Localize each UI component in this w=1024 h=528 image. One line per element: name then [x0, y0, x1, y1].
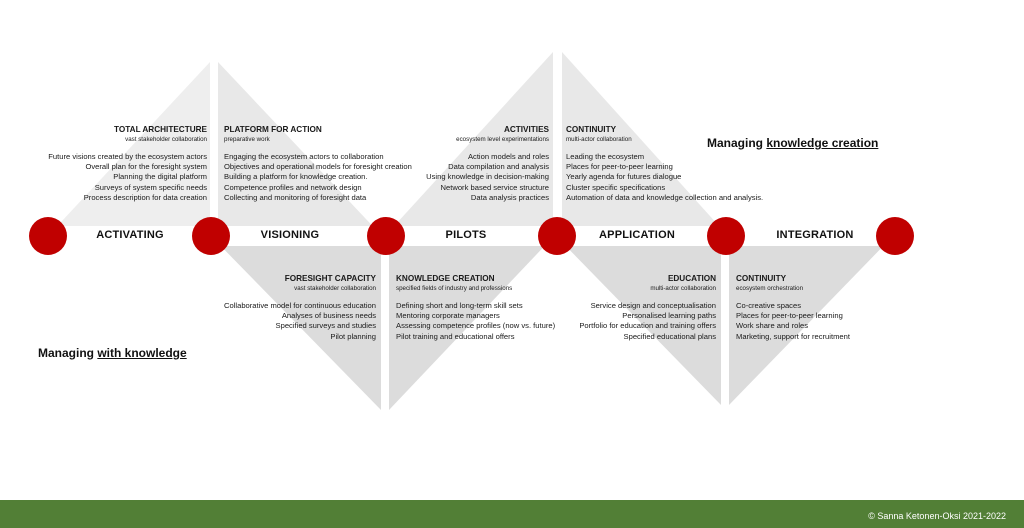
- block-item: Places for peer-to-peer learning: [566, 162, 673, 172]
- stage-label-integration: INTEGRATION: [776, 229, 854, 241]
- block-subtitle: multi-actor collaboration: [566, 136, 632, 143]
- block-item: Future visions created by the ecosystem actors: [48, 152, 207, 161]
- block-item: Portfolio for education and training offers: [579, 321, 716, 331]
- heading-prefix: Managing: [38, 346, 98, 360]
- stage-label-application: APPLICATION: [599, 229, 675, 241]
- block-item: Cluster specific specifications: [566, 182, 666, 192]
- block-item: Data compilation and analysis: [448, 162, 549, 172]
- block-knowledge-creation: [396, 273, 555, 342]
- heading-managing-knowledge-creation: [707, 136, 878, 150]
- stage-label-visioning: VISIONING: [260, 229, 320, 241]
- block-item: Yearly agenda for futures dialogue: [566, 172, 682, 182]
- block-item: Specified educational plans: [623, 331, 716, 341]
- block-subtitle: vast stakeholder collaboration: [294, 285, 376, 292]
- block-item: Pilot planning: [330, 331, 376, 341]
- block-item: Network based service structure: [440, 182, 549, 192]
- block-item: Service design and conceptualisation: [590, 301, 716, 310]
- stage-node-2: [192, 217, 230, 255]
- block-item: Using knowledge in decision-making: [426, 172, 549, 182]
- block-item: Process description for data creation: [83, 192, 207, 202]
- block-item: Surveys of system specific needs: [94, 182, 207, 192]
- stage-node-3: [367, 217, 405, 255]
- block-continuity-bottom: [736, 273, 850, 342]
- block-subtitle: ecosystem level experimentations: [456, 136, 549, 143]
- stage-label-pilots: PILOTS: [445, 229, 487, 241]
- block-subtitle: specified fields of industry and professions: [396, 285, 513, 292]
- block-education: [579, 273, 716, 342]
- block-title: CONTINUITY: [736, 274, 787, 283]
- block-title: PLATFORM FOR ACTION: [224, 125, 322, 134]
- block-total-architecture: [48, 124, 207, 203]
- block-item: Collaborative model for continuous education: [224, 301, 376, 310]
- block-title: TOTAL ARCHITECTURE: [114, 125, 207, 134]
- stage-node-1: [29, 217, 67, 255]
- block-subtitle: ecosystem orchestration: [736, 285, 804, 292]
- stage-node-5: [707, 217, 745, 255]
- heading-underlined: knowledge creation: [766, 136, 879, 150]
- block-subtitle: preparative work: [224, 136, 270, 143]
- block-item: Pilot training and educational offers: [396, 331, 515, 341]
- copyright-text: © Sanna Ketonen-Oksi 2021-2022: [868, 511, 1006, 521]
- block-subtitle: vast stakeholder collaboration: [125, 136, 207, 143]
- block-item: Places for peer-to-peer learning: [736, 311, 843, 321]
- block-activities: [426, 124, 549, 203]
- heading-managing-with-knowledge: [38, 346, 187, 360]
- stage-node-6: [876, 217, 914, 255]
- block-item: Defining short and long-term skill sets: [396, 301, 523, 310]
- block-item: Engaging the ecosystem actors to collaboration: [224, 152, 384, 161]
- block-item: Automation of data and knowledge collection and analysis.: [566, 192, 764, 202]
- block-item: Data analysis practices: [470, 192, 549, 202]
- block-item: Mentoring corporate managers: [396, 311, 500, 321]
- block-item: Leading the ecosystem: [566, 152, 645, 161]
- block-item: Competence profiles and network design: [224, 182, 362, 192]
- block-item: Co-creative spaces: [736, 301, 801, 310]
- block-item: Overall plan for the foresight system: [85, 162, 207, 172]
- block-item: Specified surveys and studies: [275, 321, 376, 331]
- block-item: Work share and roles: [736, 321, 809, 331]
- block-item: Building a platform for knowledge creation.: [224, 172, 368, 182]
- block-item: Marketing, support for recruitment: [736, 331, 850, 341]
- block-item: Planning the digital platform: [113, 172, 207, 182]
- block-item: Personalised learning paths: [622, 311, 716, 321]
- block-item: Analyses of business needs: [281, 311, 376, 321]
- stage-label-activating: ACTIVATING: [96, 229, 164, 241]
- block-item: Collecting and monitoring of foresight data: [224, 192, 367, 202]
- block-title: EDUCATION: [667, 274, 716, 283]
- block-title: FORESIGHT CAPACITY: [284, 274, 376, 283]
- block-item: Objectives and operational models for foresight creation: [224, 162, 412, 172]
- heading-underlined: with knowledge: [97, 346, 187, 360]
- block-subtitle: multi-actor collaboration: [650, 285, 716, 292]
- block-item: Action models and roles: [467, 152, 549, 161]
- block-foresight-capacity: [224, 273, 376, 342]
- stage-node-4: [538, 217, 576, 255]
- block-title: ACTIVITIES: [503, 125, 549, 134]
- block-platform-for-action: [224, 124, 412, 203]
- block-title: CONTINUITY: [566, 125, 617, 134]
- heading-prefix: Managing: [707, 136, 767, 150]
- block-item: Assessing competence profiles (now vs. future): [396, 321, 556, 331]
- block-title: KNOWLEDGE CREATION: [396, 274, 495, 283]
